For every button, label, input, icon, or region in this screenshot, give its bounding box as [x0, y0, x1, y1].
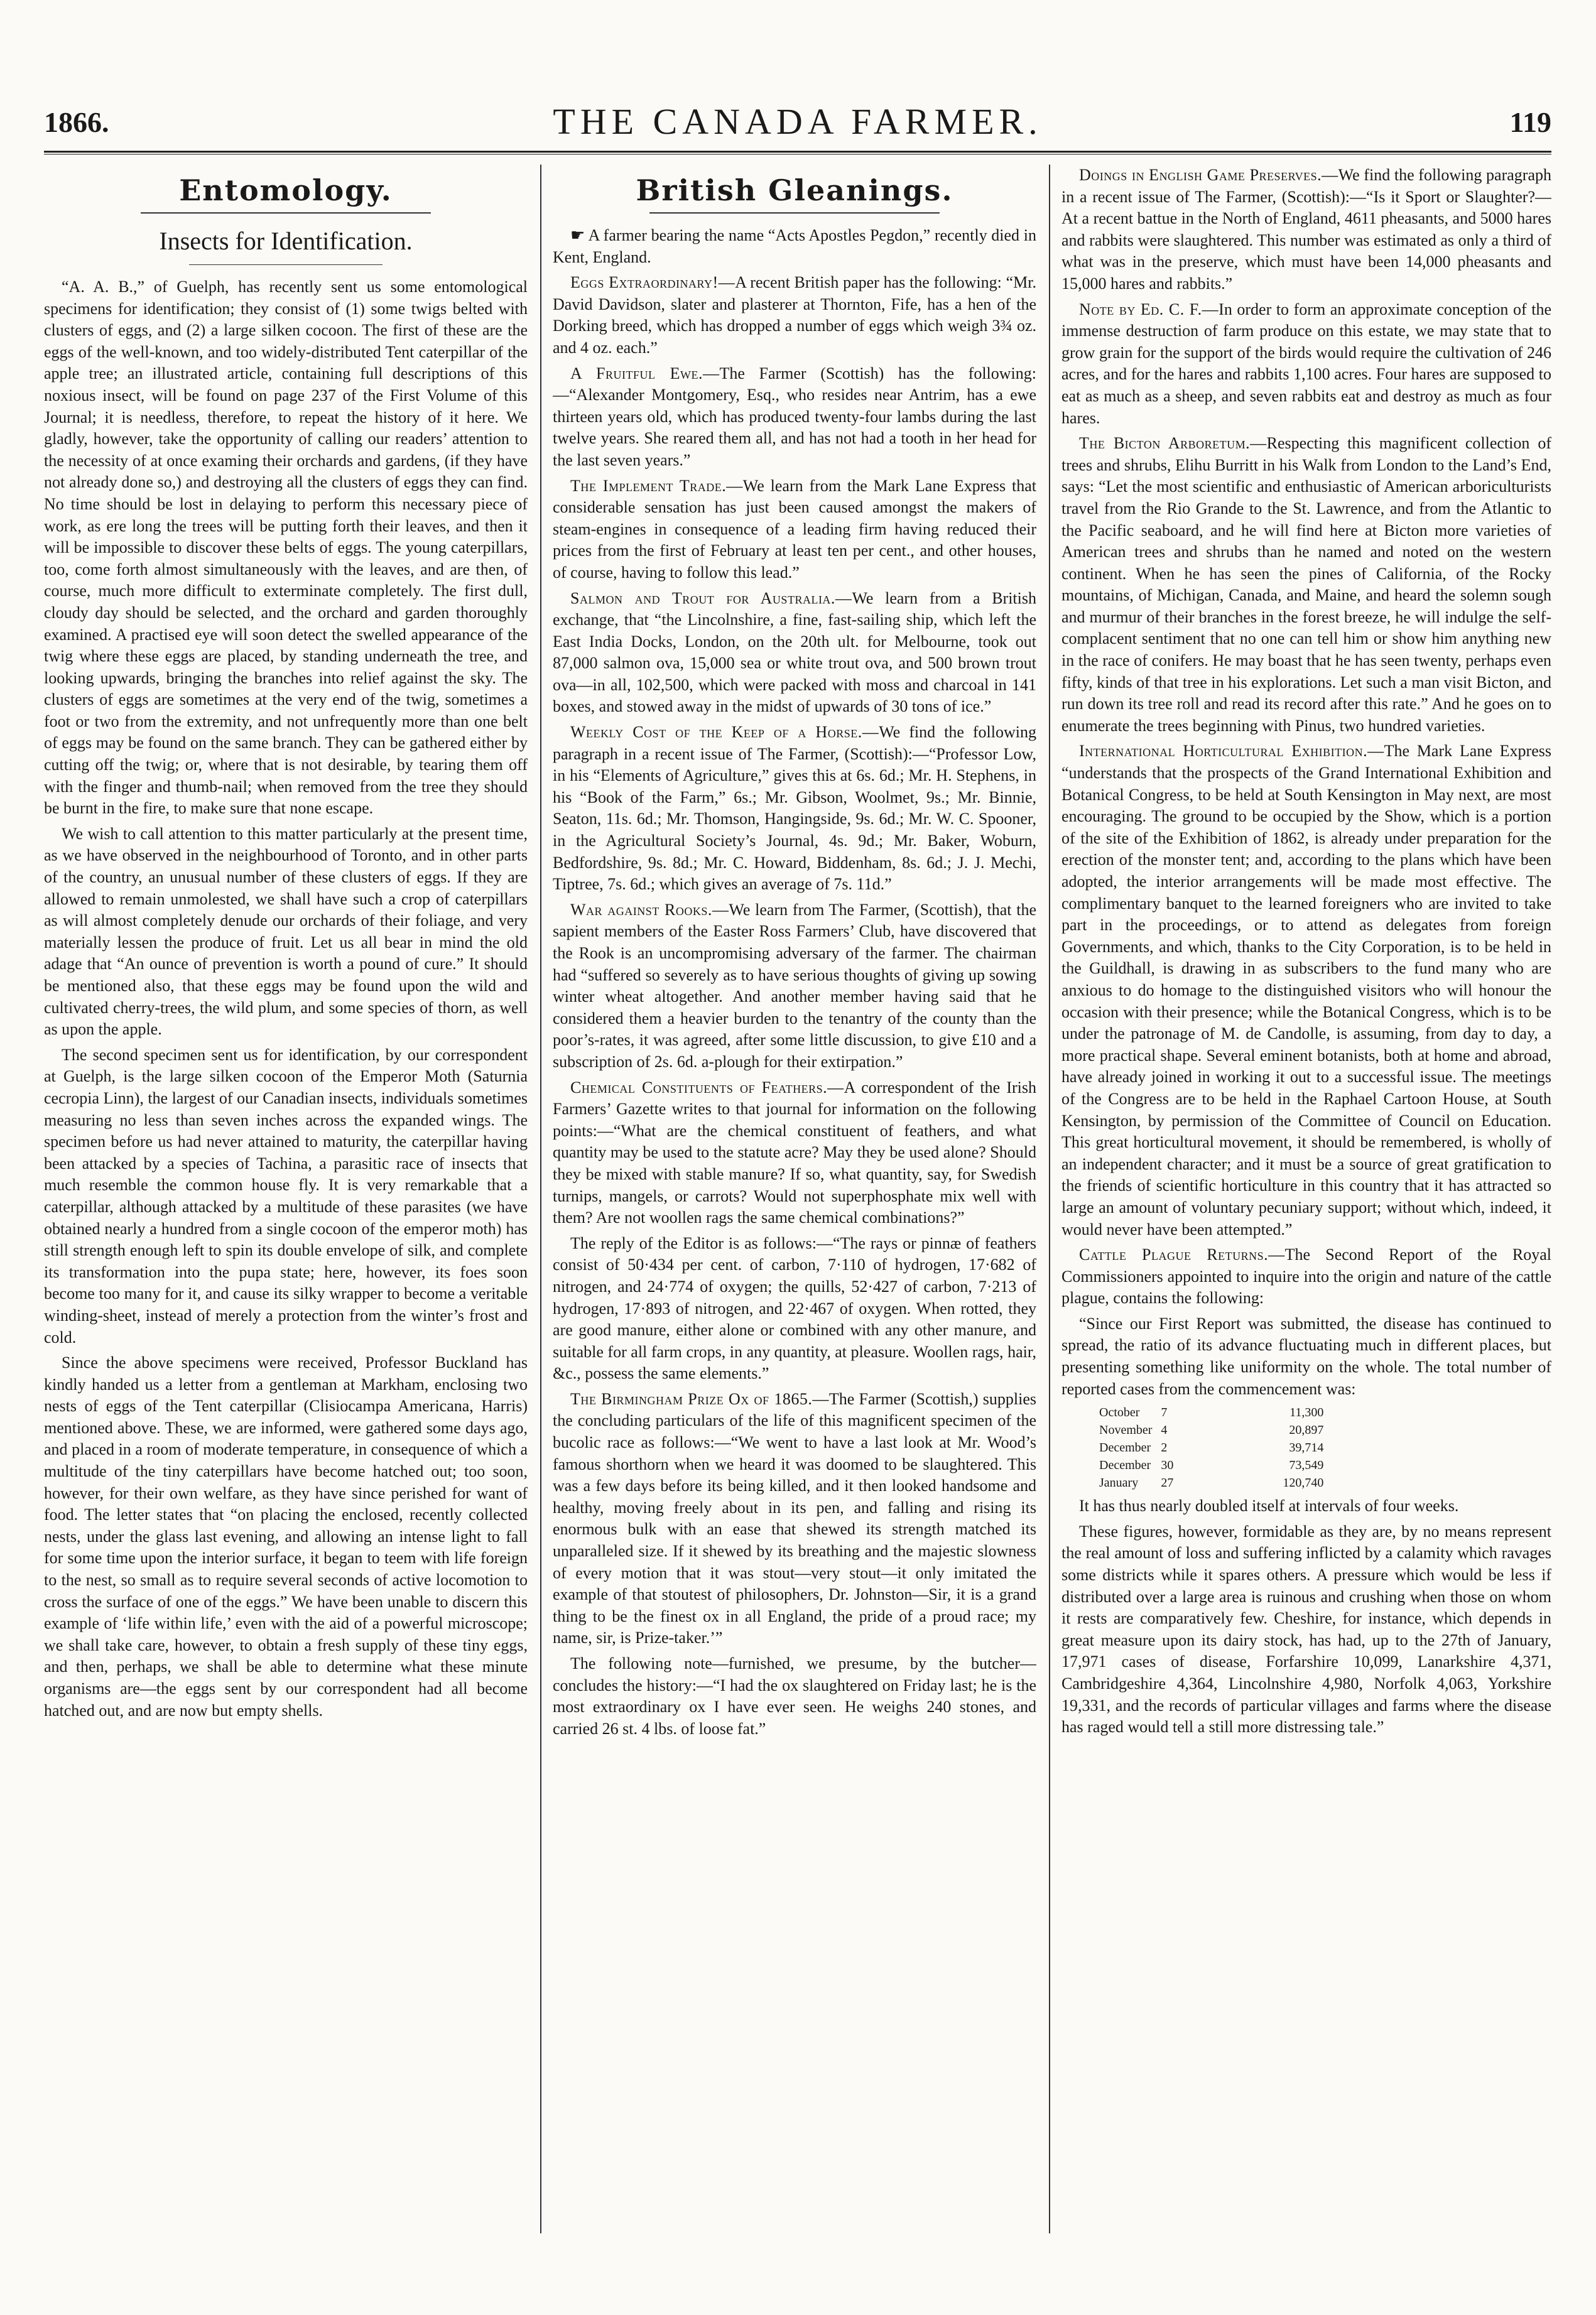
item-text: We learn from the Mark Lane Express that considerable sensation has just been caused amongst the makers of steam-engines in consequence of a leading firm having reduced their prices from the first of February at least ten per cent., and other houses, of course, having to follow this lead.”	[553, 476, 1036, 582]
item-lead: War against Rooks.—	[570, 900, 729, 919]
table-day: 2	[1161, 1441, 1168, 1455]
item-text: In order to form an approximate conception of the immense destruction of farm produce on this estate, we may state that to grow grain for the support of the birds would require the cultivation of 246 acres, and for the hares and rabbits 1,100 acres. Four hares are supposed to eat as much as a sheep, and seven rabbits eat and destroy as much as four hares.	[1061, 300, 1551, 427]
table-month: November	[1099, 1423, 1153, 1438]
table-value: 39,714	[1289, 1441, 1324, 1455]
table-row	[1099, 1421, 1332, 1439]
item-prize-ox-note	[553, 1653, 1036, 1740]
heading-rule	[649, 212, 940, 214]
heading-rule	[141, 212, 431, 214]
item-text: “Since our First Report was submitted, the disease has continued to spread, the ratio of its advance fluctuating much in different places, but presenting something like uniformity on the whole. The total number of reported cases from the commencement was:	[1061, 1314, 1551, 1398]
paragraph: We wish to call attention to this matter particularly at the present time, as we have observed in the neighbourhood of Toronto, and in other parts of the country, an unusual number of these clusters of eggs. If they are allowed to remain unmolested, we shall have such a crop of caterpillars as will almost completely denude our orchards of their foliage, and very materially lessen the produce of fruit. Let us all bear in mind the old adage that “An ounce of prevention is worth a pound of cure.” It should be mentioned also, that these eggs may be found upon the wild and cultivated cherry-trees, the wild plum, and some species of thorn, as well as upon the apple.	[44, 824, 528, 1039]
table-value: 120,740	[1283, 1476, 1324, 1490]
item-text: The Farmer (Scottish) has the following:—“Alexander Montgomery, Esq., who resides near Antrim, has a ewe thirteen years old, which has produced twenty-four lambs during the last twelve years. She reared them all, and has not had a tooth in her head for the last seven years.”	[553, 364, 1036, 469]
item-lead: A Fruitful Ewe.—	[570, 364, 720, 382]
page-number: 119	[1509, 106, 1551, 138]
item-lead: Eggs Extraordinary!—	[570, 273, 736, 292]
item-lead: Doings in English Game Preserves.—	[1079, 166, 1338, 184]
table-value: 20,897	[1289, 1423, 1324, 1438]
article-title: Insects for Identification.	[159, 227, 413, 255]
item-figures	[1061, 1521, 1551, 1738]
column-divider	[540, 165, 541, 2233]
item-implement	[553, 475, 1036, 584]
item-text: A recent British paper has the following: “Mr. David Davidson, slater and plasterer at Thornton, Fife, has a hen of the Dorking breed, which has dropped a number of eggs which weigh 3¾ oz. and 4 oz. each.”	[553, 273, 1036, 357]
item-horse	[553, 722, 1036, 896]
table-month: October	[1099, 1406, 1140, 1420]
item-text: It has thus nearly doubled itself at intervals of four weeks.	[1079, 1497, 1459, 1515]
masthead	[44, 100, 1551, 144]
item-salmon	[553, 588, 1036, 718]
item-lead: Salmon and Trout for Australia.—	[570, 588, 852, 607]
item-lead: Cattle Plague Returns.—	[1079, 1245, 1285, 1264]
table-value: 73,549	[1289, 1458, 1324, 1473]
table-row	[1099, 1404, 1332, 1421]
department-heading: British Gleanings.	[636, 173, 953, 207]
table-day: 27	[1161, 1476, 1174, 1490]
table-day: 7	[1161, 1406, 1168, 1420]
title-rule	[189, 264, 383, 265]
table-month: December	[1099, 1458, 1151, 1473]
item-pegdon	[553, 225, 1036, 268]
item-rooks	[553, 899, 1036, 1073]
pointing-hand-icon: ☛	[570, 226, 589, 244]
masthead-title: THE CANADA FARMER.	[553, 101, 1043, 142]
item-text: Respecting this magnificent collection of trees and shrubs, Elihu Burritt in his Walk from London to the Land’s End, says: “Let the most scientific and enthusiastic of American arboriculturists travel from the Rio Grande to the St. Lawrence, and from the Atlantic to the Pacific seaboard, and he will find here at Bicton more varieties of American trees and shrubs than he named and noted on the western continent. When he has seen the pines of California, of the Rocky mountains, of Michigan, Canada, and Maine, and heard the solemn sough and murmur of their branches in the forest breeze, he will indulge the self-complacent sentiment that no one can tell him or show him anything new in the race of conifers. He may boast that he has seen twenty, perhaps even fifty, kinds of that tree in his explorations. Let such a man visit Bicton, and run down its tree roll and read its record after this rate.” And he goes on to enumerate the trees beginning with Pinus, two hundred varieties.	[1061, 434, 1551, 735]
item-text: The Mark Lane Express “understands that the prospects of the Grand International Exhibition and Botanical Congress, to be held at South Kensington in May next, are most encouraging. The ground to be occupied by the Show, which is a portion of the site of the Exhibition of 1862, is already under preparation for the erection of the monster tent; and, according to the plans which have been adopted, the interior arrangements will be made most effective. The complimentary banquet to the learned foreigners who are invited to take part in the proceedings, or to attend as delegates from foreign Governments, and which, thanks to the City Corporation, is to be held in the Guildhall, is drawing in as subscribers to the fund many who are anxious to do homage to the distinguished visitors who will honour the occasion with their presence; while the Botanical Congress, which is to be under the patronage of M. de Candolle, is assuming, from day to day, a more practical shape. Several eminent botanists, both at home and abroad, have already joined in working it out to a successful issue. The meetings of the Congress are to be held in the Raphael Cartoon House, at South Kensington, by permission of the Committee of Council on Education. This great horticultural movement, it should be remembered, is wholly of an independent character; and it must be a source of great gratification to the friends of scientific horticulture in this country that it has attracted so large an amount of voluntary pecuniary support; without which, indeed, it would never have been attempted.”	[1061, 742, 1551, 1239]
item-eggs	[553, 272, 1036, 359]
item-text: The Second Report of the Royal Commissioners appointed to inquire into the origin and nature of the cattle plague, contains the following:	[1061, 1245, 1551, 1308]
item-lead: International Horticultural Exhibition.—	[1079, 742, 1384, 761]
item-text: These figures, however, formidable as they are, by no means represent the real amount of loss and suffering inflicted by a calamity which ravages some districts while it spares others. A pressure which would be less if distributed over a large area is ruinous and crushing when those on whom it rests are comparatively few. Cheshire, for instance, which depends in great measure upon its dairy stock, has had, up to the 27th of January, 17,971 cases of disease, Forfarshire 10,099, Lanarkshire 4,371, Cambridgeshire 4,364, Lincolnshire 4,980, Norfolk 4,063, Yorkshire 19,331, and the records of particular villages and farms where the disease has raged would tell a still more distressing tale.”	[1061, 1522, 1551, 1737]
item-cattle-plague	[1061, 1244, 1551, 1309]
table-day: 30	[1161, 1458, 1174, 1473]
item-horticultural	[1061, 740, 1551, 1240]
item-editor-note	[1061, 299, 1551, 430]
department-heading: Entomology.	[179, 173, 393, 207]
item-feathers-reply	[553, 1233, 1036, 1385]
table-value: 11,300	[1289, 1406, 1324, 1420]
item-lead: The Implement Trade.—	[570, 476, 743, 495]
masthead-rule	[44, 151, 1551, 155]
column-entomology	[44, 165, 528, 2240]
item-prize-ox	[553, 1389, 1036, 1649]
table-row	[1099, 1439, 1332, 1456]
column-three	[1061, 165, 1551, 2240]
item-text: A farmer bearing the name “Acts Apostles Pegdon,” recently died in Kent, England.	[553, 226, 1036, 266]
cattle-plague-table	[1099, 1404, 1332, 1492]
item-text: The reply of the Editor is as follows:—“The rays or pinnæ of feathers consist of 50·434 per cent. of carbon, 7·110 of hydrogen, 17·682 of nitrogen, and 24·774 of oxygen; the quills, 52·427 of carbon, 7·213 of hydrogen, 17·893 of nitrogen, and 22·467 of oxygen. When rotted, they are good manure, either alone or combined with any other manure, and suitable for all farm crops, in any quantity, at pleasure. Woollen rags, hair, &c., possess the same elements.”	[553, 1233, 1036, 1383]
item-doubling	[1061, 1495, 1551, 1517]
item-text: A correspondent of the Irish Farmers’ Gazette writes to that journal for information on the following points:—“What are the chemical constituent of feathers, and what quantity may be used to the statute acre? May they be used alone? Should they be mixed with stable manure? If so, what quantity, say, for Swedish turnips, mangels, or carrots? Would not superphosphate mix well with them? Are not woollen rags the same chemical combinations?”	[553, 1078, 1036, 1227]
item-lead: Chemical Constituents of Feathers.—	[570, 1078, 844, 1097]
item-cattle-quote	[1061, 1313, 1551, 1400]
item-lead: The Birmingham Prize Ox of 1865.—	[570, 1389, 829, 1408]
table-month: December	[1099, 1441, 1151, 1455]
column-british-gleanings	[553, 165, 1036, 2240]
paragraph: “A. A. B.,” of Guelph, has recently sent us some entomological specimens for identification; they consist of (1) some twigs belted with clusters of eggs, and (2) a large silken cocoon. The first of these are the eggs of the well-known, and too widely-distributed Tent caterpillar of the apple tree; an illustrated article, containing full descriptions of this noxious insect, will be found on page 237 of the First Volume of this Journal; it is needless, therefore, to repeat the history of it here. We gladly, however, take the opportunity of calling our readers’ attention to the necessity of at once examing their orchards and gardens, (if they have not already done so,) and destroying all the clusters of eggs they can find. No time should be lost in delaying to perform this necessary piece of work, as ere long the trees will be putting forth their leaves, and then it will be impossible to discover these belts of eggs. The young caterpillars, too, come forth almost simultaneously with the leaves, and are then, of course, much more difficult to exterminate completely. The first dull, cloudy day should be selected, and the orchard and garden thoroughly examined. A practised eye will soon detect the swelled appearance of the twig where these eggs are placed, by standing underneath the tree, and looking upwards, bringing the branches into relief against the sky. The clusters of eggs are sometimes at the very end of the twig, sometimes a foot or two from the extremity, and not unfrequently more than one belt of eggs may be found on the same branch. They can be gathered either by cutting off the twig; or, where that is not desirable, by tearing them off with the finger and thumb-nail; when removed from the tree they should be burnt in the fire, to make sure that none escape.	[44, 278, 528, 818]
item-feathers	[553, 1077, 1036, 1229]
item-text: We find the following paragraph in a recent issue of The Farmer, (Scottish):—“Professor Low, in his “Elements of Agriculture,” gives this at 6s. 6d.; Mr. H. Stephens, in his “Book of the Farm,” 6s.; Mr. Gibson, Woolmet, 9s.; Mr. Binnie, Seaton, 11s. 6d.; Mr. Thomson, Hangingside, 9s. 6d.; Mr. W. C. Spooner, in the Agricultural Society’s Journal, 4s. 9d.; Mr. Baker, Woburn, Bedfordshire, 9s. 8d.; Mr. C. Howard, Biddenham, 8s. 6d.; J. J. Mechi, Tiptree, 7s. 6d.; which gives an average of 7s. 11d.”	[553, 723, 1036, 894]
table-month: January	[1099, 1476, 1139, 1490]
item-lead: Weekly Cost of the Keep of a Horse.—	[570, 723, 879, 742]
item-bicton	[1061, 433, 1551, 737]
item-lead: Note by Ed. C. F.—	[1079, 300, 1219, 318]
item-game-preserves	[1061, 165, 1551, 295]
table-day: 4	[1161, 1423, 1168, 1438]
item-text: We learn from The Farmer, (Scottish), that the sapient members of the Easter Ross Farmers’ Club, have discovered that the Rook is an uncompromising adversary of the farmer. The chairman had “suffered so severely as to have serious thoughts of giving up sowing winter wheat altogether. And another member having said that he considered them a heavier burden to the tenantry of the county than the poor’s-rates, it was agreed, after some little discussion, to give £10 and a subscription of 2s. 6d. a-plough for their extirpation.”	[553, 900, 1036, 1071]
paragraph: Since the above specimens were received, Professor Buckland has kindly handed us a letter from a gentleman at Markham, enclosing two nests of eggs of the Tent caterpillar (Clisiocampa Americana, Harris) mentioned above. These, we are informed, were gathered some days ago, and placed in a room of moderate temperature, in consequence of which a multitude of the tiny caterpillars have become hatched out; too soon, however, for their own welfare, as they have since perished for want of food. The letter states that “on placing the enclosed, recently collected nests, under the glass last evening, and allowing an intense light to fall for some time upon the interior surface, it began to teem with life foreign to the nest, so small as to require several seconds of active locomotion to cross the surface of one of the eggs.” We have been unable to discern this example of ‘life within life,’ even with the aid of a powerful microscope; we shall take care, however, to obtain a fresh supply of these tiny eggs, and then, perhaps, we shall be able to determine what these minute organisms are—the eggs sent by our correspondent had all become hatched out, and are now but empty shells.	[44, 1353, 528, 1720]
item-text: We learn from a British exchange, that “the Lincolnshire, a fine, fast-sailing ship, which left the East India Docks, London, on the 20th ult. for Melbourne, took out 87,000 salmon ova, 15,000 sea or white trout ova, and 500 brown trout ova—in all, 102,500, which were packed with moss and charcoal in 141 boxes, and stowed away in the midst of upwards of 30 tons of ice.”	[553, 588, 1036, 716]
table-row	[1099, 1474, 1332, 1492]
paragraph: The second specimen sent us for identification, by our correspondent at Guelph, is the large silken cocoon of the Emperor Moth (Saturnia cecropia Linn), the largest of our Canadian insects, individuals sometimes measuring no less than seven inches across the expanded wings. The specimen before us had never attained to maturity, the caterpillar having been attacked by a species of Tachina, a parasitic race of insects that much resemble the common house fly. It is very remarkable that a caterpillar, although attacked by a multitude of these parasites (we have obtained nearly a hundred from a single cocoon of the emperor moth) has still strength enough left to spin its double envelope of silk, and complete its transformation into the pupa state; here, however, its foes soon become too many for it, and cause its silky wrapper to become a veritable winding-sheet, instead of merely a protection from the winter’s frost and cold.	[44, 1045, 528, 1347]
item-lead: The Bicton Arboretum.—	[1079, 434, 1267, 453]
item-text: We find the following paragraph in a recent issue of The Farmer, (Scottish):—“Is it Sport or Slaughter?—At a recent battue in the North of England, 4611 pheasants, and 5000 hares and rabbits were slaughtered. This number was estimated as only a third of what was in the preserve, which must have been 14,000 pheasants and 15,000 hares and rabbits.”	[1061, 166, 1551, 293]
item-text: The following note—furnished, we presume, by the butcher—concludes the history:—“I had the ox slaughtered on Friday last; he is the most extraordinary ox I have ever seen. He weighs 240 stones, and carried 26 st. 4 lbs. of loose fat.”	[553, 1654, 1036, 1738]
masthead-year: 1866.	[44, 106, 109, 138]
item-text: The Farmer (Scottish,) supplies the concluding particulars of the life of this magnificent specimen of the bucolic race as follows:—“We went to have a last look at Mr. Wood’s famous shorthorn when we heard it was doomed to be slaughtered. This was a few days before its being killed, and it then looked handsome and healthy, moving freely about in its pen, and falling and rising its enormous bulk with an ease that shewed its strength matched its unparalleled size. If it shewed by its breathing and the majestic slowness of every motion that it was stout—very stout—it only imitated the example of that stoutest of philosophers, Dr. Johnston—Sir, it is a grand thing to be the finest ox in all England, the pride of a proud race; my name, sir, is Prize-taker.’”	[553, 1389, 1036, 1647]
item-ewe	[553, 363, 1036, 472]
column-divider	[1049, 165, 1050, 2233]
table-row	[1099, 1456, 1332, 1474]
